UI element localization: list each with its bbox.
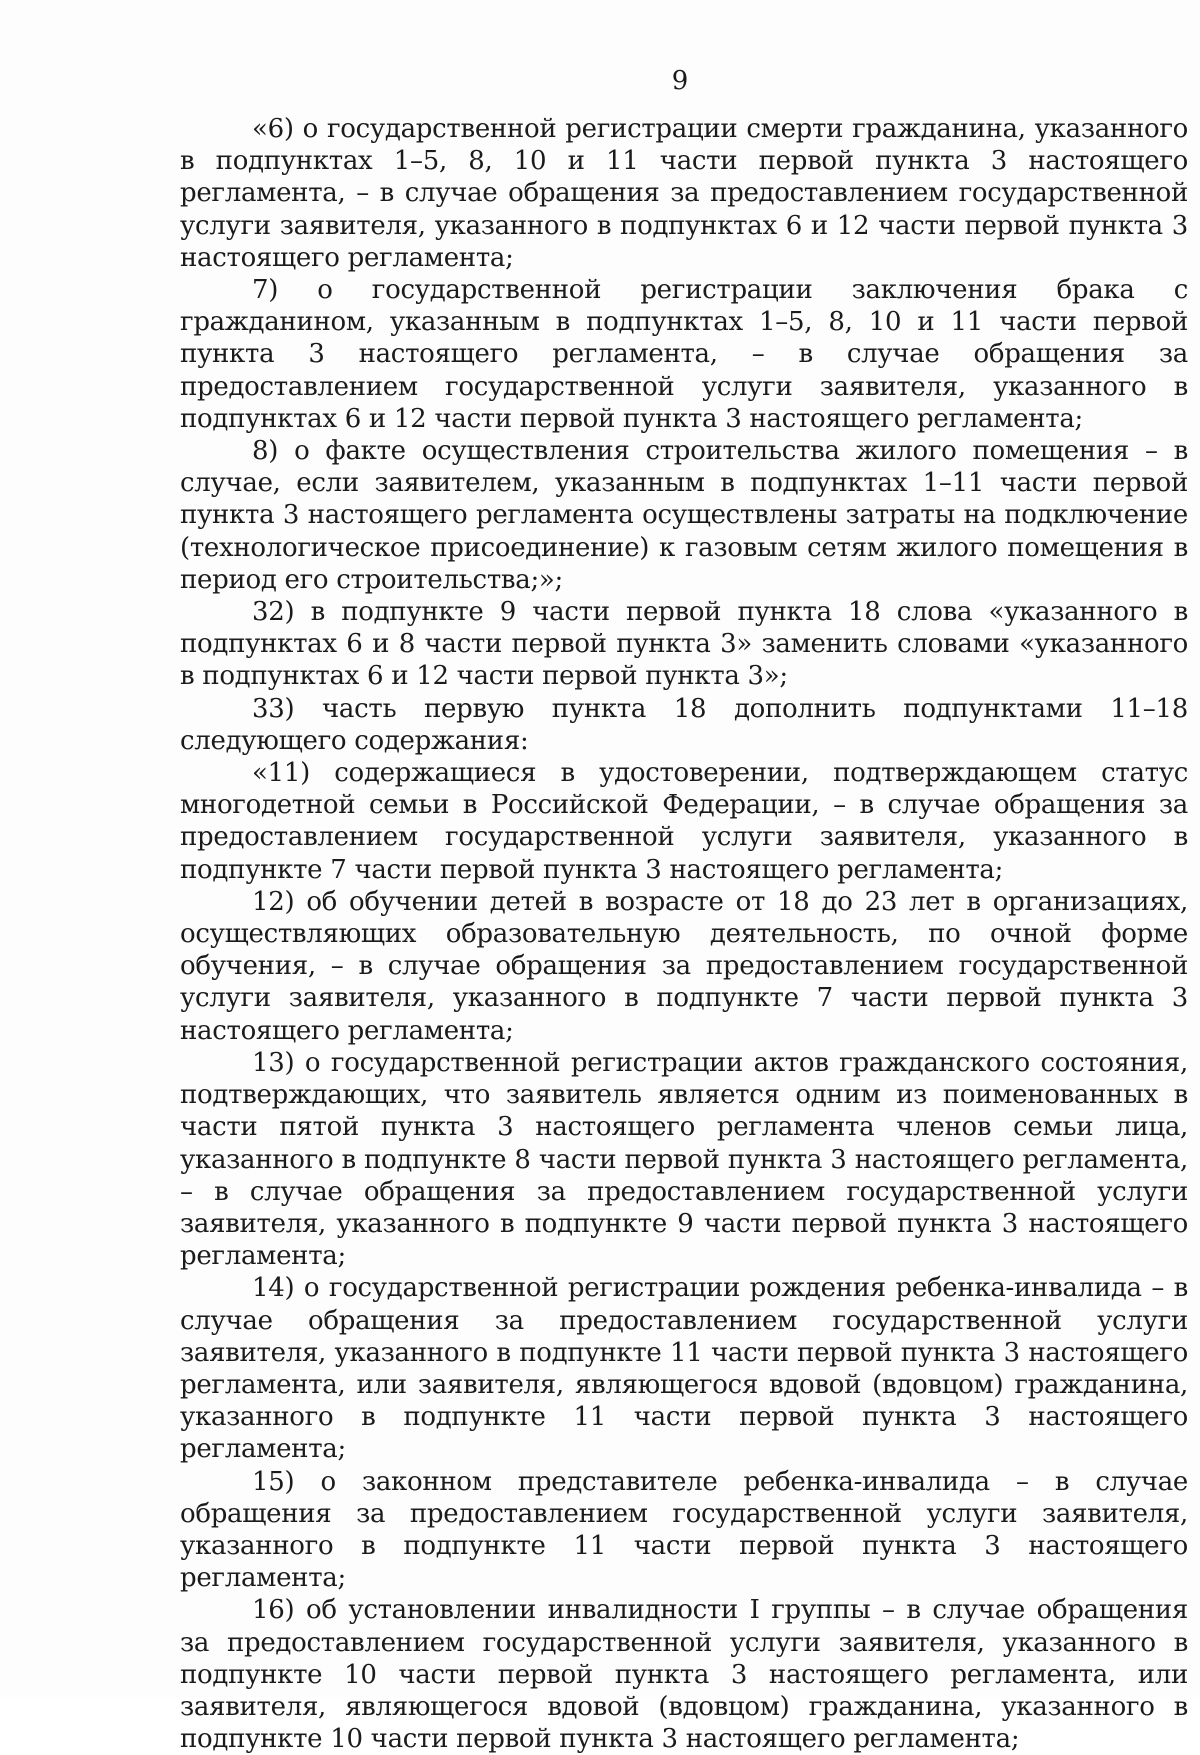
paragraph-subitem-6: «6) о государственной регистрации смерти гражданина, указанного в подпунктах 1–5, 8, 10 и 11 части первой пункта 3 настоящего регламента, – в случае обращения за предоставлением государственной услуги заявителя, указанного в подпунктах 6 и 12 части первой пункта 3 настоящего регламента; [180,114,1188,273]
paragraph-subitem-8: 8) о факте осуществления строительства жилого помещения – в случае, если заявителем, указанным в подпунктах 1–11 части первой пункта 3 настоящего регламента осуществлены затраты на подключение (технологическое присоединение) к газовым сетям жилого помещения в период его строительства;»; [180,436,1188,595]
paragraph-subitem-14: 14) о государственной регистрации рождения ребенка-инвалида – в случае обращения за предоставлением государственной услуги заявителя, указанного в подпункте 11 части первой пункта 3 настоящего регламента, или заявителя, являющегося вдовой (вдовцом) гражданина, указанного в подпункте 11 части первой пункта 3 настоящего регламента; [180,1273,1188,1465]
page-number: 9 [671,66,689,96]
paragraph-subitem-12: 12) об обучении детей в возрасте от 18 до 23 лет в организациях, осуществляющих образовательную деятельность, по очной форме обучения, – в случае обращения за предоставлением государственной услуги заявителя, указанного в подпункте 7 части первой пункта 3 настоящего регламента; [180,886,1188,1046]
paragraph-subitem-13: 13) о государственной регистрации актов гражданского состояния, подтверждающих, что заявитель является одним из поименованных в части пятой пункта 3 настоящего регламента членов семьи лица, указанного в подпункте 8 части первой пункта 3 настоящего регламента, – в случае обращения за предоставлением государственной услуги заявителя, указанного в подпункте 9 части первой пункта 3 настоящего регламента; [180,1047,1188,1272]
paragraph-subitem-15: 15) о законном представителе ребенка-инвалида – в случае обращения за предоставлением государственной услуги заявителя, указанного в подпункте 11 части первой пункта 3 настоящего регламента; [180,1466,1188,1594]
paragraph-item-33: 33) часть первую пункта 18 дополнить подпунктами 11–18 следующего содержания: [180,693,1188,756]
paragraph-subitem-7: 7) о государственной регистрации заключения брака с гражданином, указанным в подпунктах 1–5, 8, 10 и 11 части первой пункта 3 настоящего регламента, – в случае обращения за предоставлением государственной услуги заявителя, указанного в подпунктах 6 и 12 части первой пункта 3 настоящего регламента; [180,275,1188,434]
paragraph-item-32: 32) в подпункте 9 части первой пункта 18 слова «указанного в подпунктах 6 и 8 части первой пункта 3» заменить словами «указанного в подпунктах 6 и 12 части первой пункта 3»; [180,597,1188,692]
document-body [180,113,1188,1755]
paragraph-subitem-16: 16) об установлении инвалидности I группы – в случае обращения за предоставлением государственной услуги заявителя, указанного в подпункте 10 части первой пункта 3 настоящего регламента, или заявителя, являющегося вдовой (вдовцом) гражданина, указанного в подпункте 10 части первой пункта 3 настоящего регламента; [180,1595,1188,1755]
paragraph-subitem-11: «11) содержащиеся в удостоверении, подтверждающем статус многодетной семьи в Российской Федерации, – в случае обращения за предоставлением государственной услуги заявителя, указанного в подпункте 7 части первой пункта 3 настоящего регламента; [180,758,1188,885]
